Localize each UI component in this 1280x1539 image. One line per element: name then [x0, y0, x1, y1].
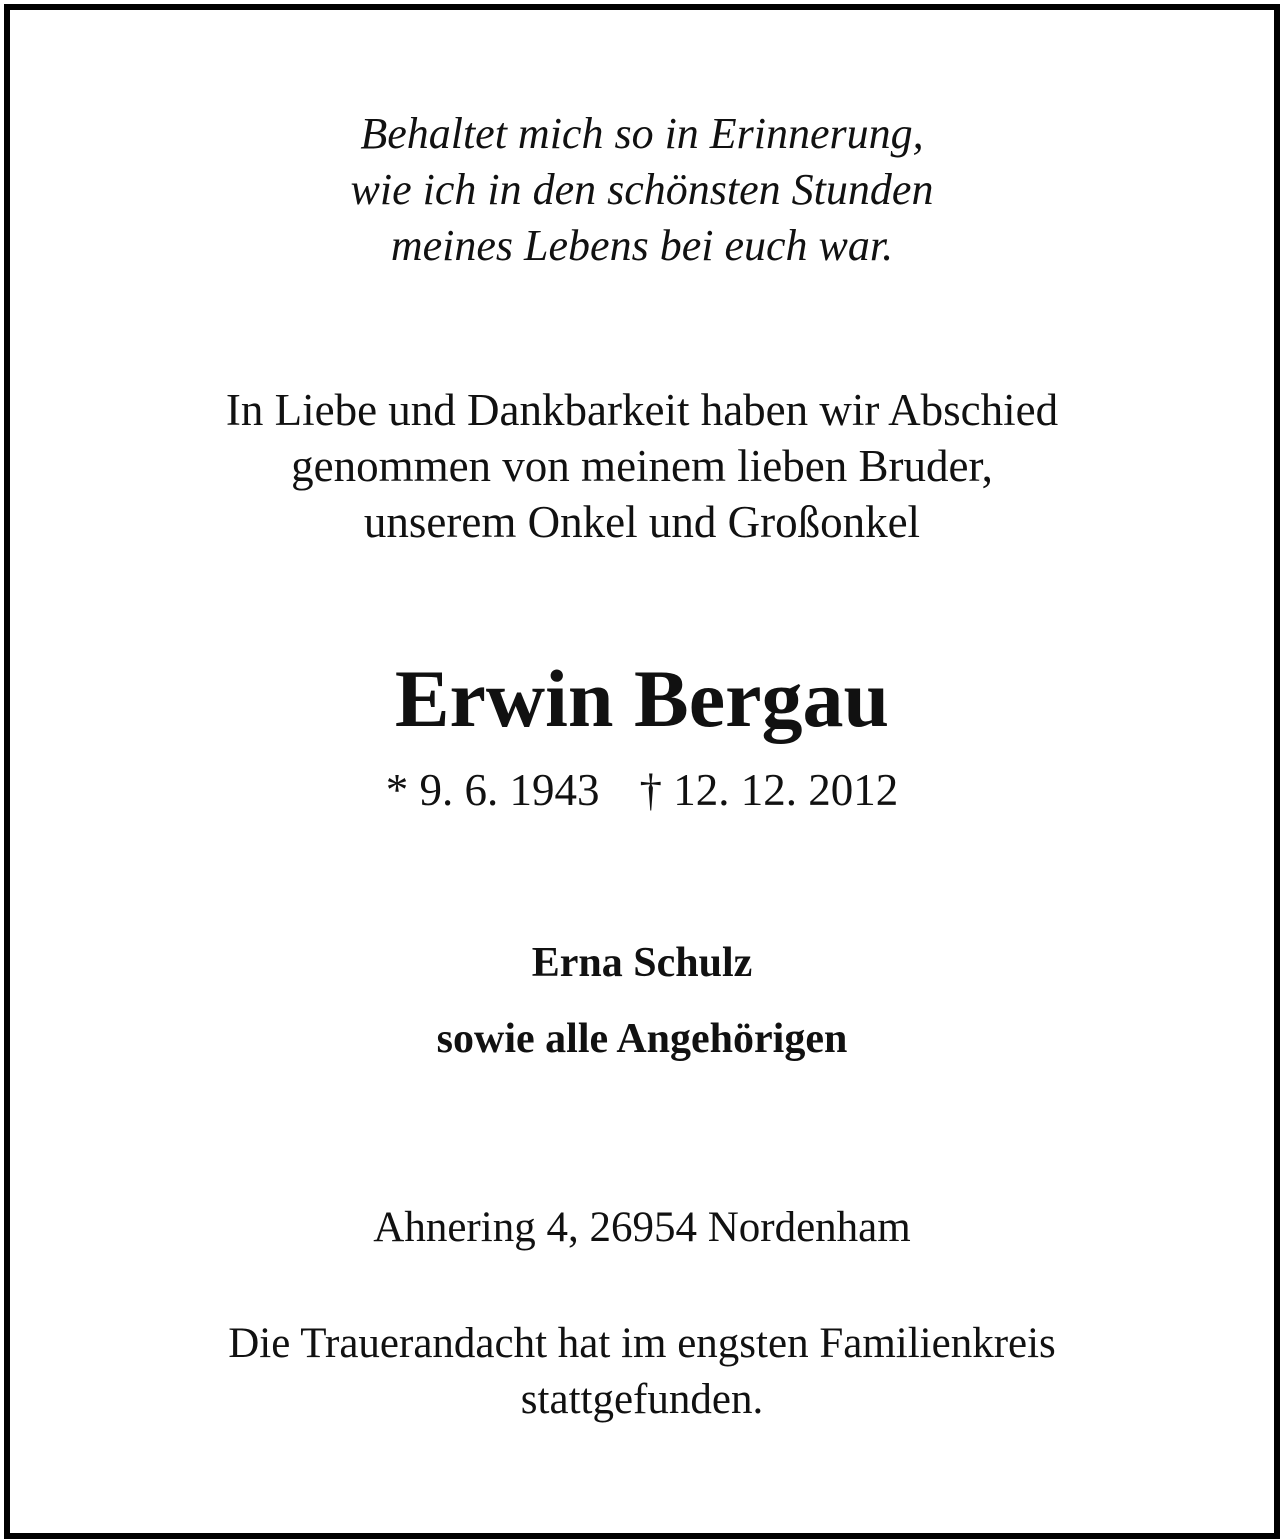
motto-line-2: wie ich in den schönsten Stunden [350, 165, 934, 214]
service-note-line-1: Die Trauerandacht hat im engsten Familienkreis [228, 1320, 1056, 1367]
obituary-notice [4, 4, 1280, 1539]
intro-line-1: In Liebe und Dankbarkeit haben wir Abschied [225, 385, 1059, 435]
motto-line-3: meines Lebens bei euch war. [390, 221, 894, 270]
life-dates [10, 762, 1274, 818]
death-date: † 12. 12. 2012 [639, 765, 899, 815]
intro-line-2: genommen von meinem lieben Bruder, [291, 441, 993, 491]
mourner-address: Ahnering 4, 26954 Nordenham [373, 1204, 911, 1251]
birth-date: * 9. 6. 1943 [385, 765, 600, 815]
motto-line-1: Behaltet mich so in Erinnerung, [360, 109, 924, 158]
mourner-others: sowie alle Angehörigen [436, 1016, 848, 1062]
deceased-name: Erwin Bergau [394, 653, 890, 744]
service-note-line-2: stattgefunden. [520, 1376, 764, 1423]
intro-line-3: unserem Onkel und Großonkel [363, 497, 921, 547]
mourner-primary: Erna Schulz [531, 940, 753, 986]
